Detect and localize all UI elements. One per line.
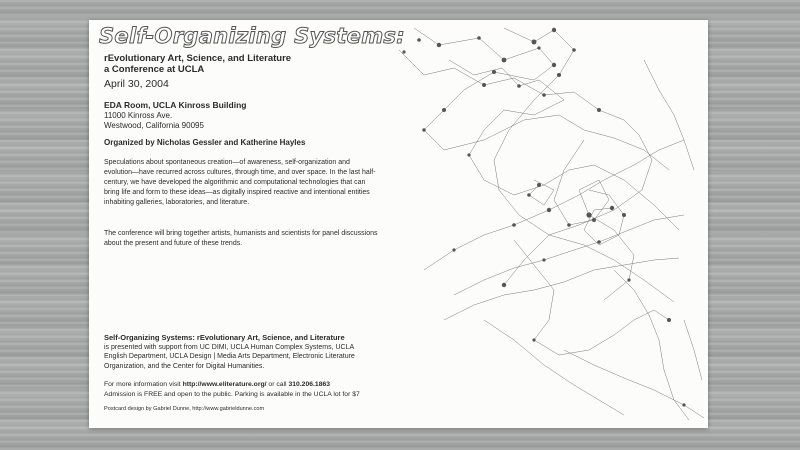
sponsors-block	[104, 333, 374, 371]
subtitle-line-2: a Conference at UCLA	[104, 64, 205, 75]
sponsors-title: Self-Organizing Systems: rEvolutionary Art, Science, and Literature	[104, 333, 345, 342]
logo-title: Self-Organizing Systems:	[99, 24, 405, 48]
postcard	[89, 20, 708, 428]
info-prefix: For more information visit	[104, 381, 183, 388]
description-paragraph-1: Speculations about spontaneous creation—of awareness, self-organization and evolution—have recurred across cultures, through time, and over space. In the last half-century, we have developed the algorithmic and computational technologies that can bring life and form to these ideas—as digitally inspired reactive and intentional entities inhabiting galleries, laboratories, and literature.	[104, 159, 376, 206]
info-url-link[interactable]: http://www.eliterature.org/	[182, 381, 267, 388]
description-paragraph-2: The conference will bring together artists, humanists and scientists for panel discussions about the present and future of these trends.	[104, 230, 378, 247]
art-lines	[399, 28, 704, 420]
event-date: April 30, 2004	[104, 78, 169, 90]
subtitle	[104, 53, 291, 75]
info-line	[104, 380, 384, 390]
sponsors-body: is presented with support from UC DIMI, UCLA Human Complex Systems, UCLA English Department, UCLA Design | Media Arts Department, Electronic Literature Organization, and the Center for Digital Humanities.	[104, 343, 355, 370]
subtitle-line-1: rEvolutionary Art, Science, and Literature	[104, 53, 292, 64]
generative-line-art	[384, 20, 708, 428]
venue-room: EDA Room, UCLA Kinross Building	[104, 100, 247, 110]
info-block	[104, 380, 384, 399]
admission-text: Admission is FREE and open to the public. Parking is available in the UCLA lot for $7	[104, 390, 360, 398]
info-phone: 310.206.1863	[288, 381, 331, 388]
organizers: Organized by Nicholas Gessler and Katherine Hayles	[104, 138, 306, 147]
venue-block	[104, 100, 246, 132]
info-mid: or call	[266, 381, 289, 388]
art-nodes	[402, 28, 685, 407]
venue-street: 11000 Kinross Ave.	[104, 110, 173, 120]
venue-city: Westwood, California 90095	[104, 121, 204, 130]
design-credit: Postcard design by Gabriel Dunne, http://www.gabrieldunne.com	[104, 406, 265, 412]
